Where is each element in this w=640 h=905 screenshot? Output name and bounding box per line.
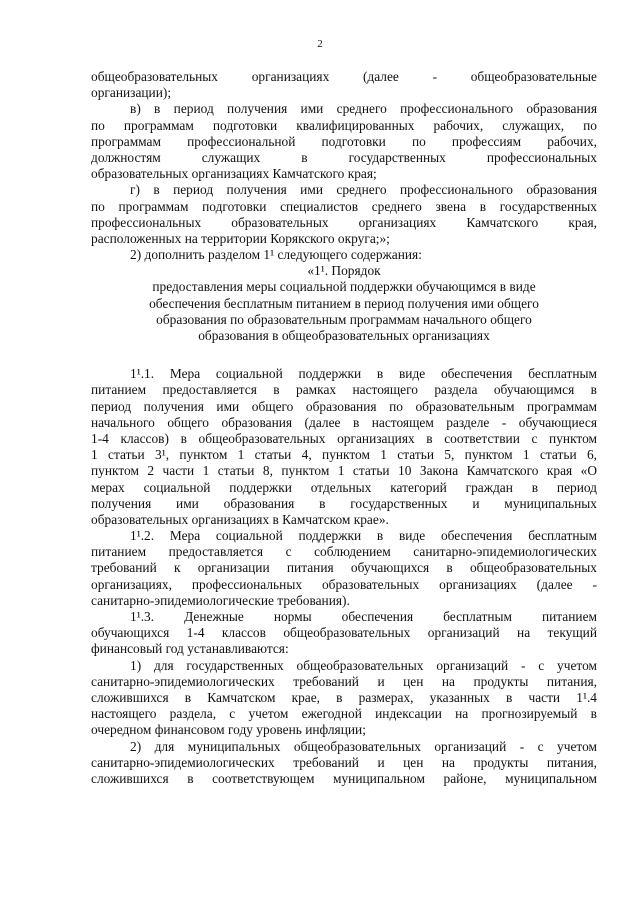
text-line: организациях, профессиональных образовательных организациях (далее - [91, 576, 597, 592]
text-line: 1¹.1. Мера социальной поддержки в виде обеспечения бесплатным [130, 366, 597, 382]
text-line: санитарно-эпидемиологических требований и цен на продукты питания, [91, 754, 597, 770]
text-line: расположенных на территории Корякского округа;»; [91, 230, 390, 246]
section-title-line: образования в общеобразовательных организациях [198, 328, 490, 343]
text-line: общеобразовательных организациях (далее - общеобразовательные [91, 69, 597, 84]
page-number: 2 [317, 38, 323, 50]
text-line: программам профессиональной подготовки по профессиям рабочих, [91, 133, 597, 149]
text-line: мерах социальной поддержки отдельных категорий граждан в период [91, 479, 597, 495]
text-line: финансовый год устанавливаются: [91, 641, 289, 657]
text-line: настоящего раздела, с учетом ежегодной индексации на прогнозируемый в [91, 706, 597, 722]
text-line: питанием предоставляется в рамках настоящего раздела обучающимся в [91, 382, 597, 398]
text-line: очередном финансовом году уровень инфляции; [91, 722, 366, 738]
text-line: пунктом 2 части 1 статьи 8, пунктом 1 статьи 10 Закона Камчатского края «О [91, 463, 597, 479]
text-line: питанием предоставляется с соблюдением санитарно-эпидемиологических [91, 544, 597, 560]
text-line: 1-4 классов) в общеобразовательных организациях в соответствии с пунктом [91, 430, 597, 446]
text-line: сложившихся в соответствующем муниципальном районе, муниципальном [91, 770, 597, 786]
text-line: 1 статьи 3¹, пунктом 1 статьи 4, пунктом 1 статьи 5, пунктом 1 статьи 6, [91, 447, 597, 463]
document-body [91, 69, 597, 787]
section-title-line: образования по образовательным программам начального общего [156, 311, 532, 327]
text-line: образовательных организациях Камчатского края; [91, 166, 377, 182]
text-line: начального общего образования (далее в настоящем разделе - обучающиеся [91, 414, 597, 430]
section-title-line: предоставления меры социальной поддержки обучающимся в виде [152, 279, 536, 295]
text-line: по программам подготовки квалифицированных рабочих, служащих, по [91, 117, 597, 133]
text-line: г) в период получения ими среднего профессионального образования [130, 182, 597, 198]
text-line: организации); [91, 85, 172, 101]
text-line: санитарно-эпидемиологические требования). [91, 592, 350, 608]
text-line: 2) для муниципальных общеобразовательных организаций - с учетом [130, 738, 597, 754]
text-line: требований к организации питания обучающихся в общеобразовательных [91, 560, 597, 576]
section-title-line: обеспечения бесплатным питанием в период получения ими общего [149, 295, 539, 311]
text-line: должностям служащих в государственных профессиональных [91, 149, 597, 165]
text-line: 2) дополнить разделом 1¹ следующего содержания: [130, 247, 422, 263]
text-line: 1¹.3. Денежные нормы обеспечения бесплатным питанием [130, 609, 597, 624]
text-line: период получения ими общего образования по образовательным программам [91, 398, 597, 414]
text-line: 1) для государственных общеобразовательных организаций - с учетом [130, 657, 597, 673]
text-line: 1¹.2. Мера социальной поддержки в виде обеспечения бесплатным [130, 528, 597, 544]
text-line: образовательных организациях в Камчатском крае». [91, 511, 389, 527]
section-heading: «1¹. Порядок [307, 263, 381, 279]
text-line: сложившихся в Камчатском крае, в размерах, указанных в части 1¹.4 [91, 689, 597, 705]
text-line: по программам подготовки специалистов среднего звена в государственных [91, 198, 597, 214]
text-line: санитарно-эпидемиологических требований и цен на продукты питания, [91, 673, 597, 689]
text-line: профессиональных образовательных организациях Камчатского края, [91, 214, 597, 230]
text-line: получения ими образования в государственных и муниципальных [91, 495, 597, 511]
text-line: обучающихся 1-4 классов общеобразовательных организаций на текущий [91, 625, 597, 641]
text-line: в) в период получения ими среднего профессионального образования [130, 101, 597, 117]
